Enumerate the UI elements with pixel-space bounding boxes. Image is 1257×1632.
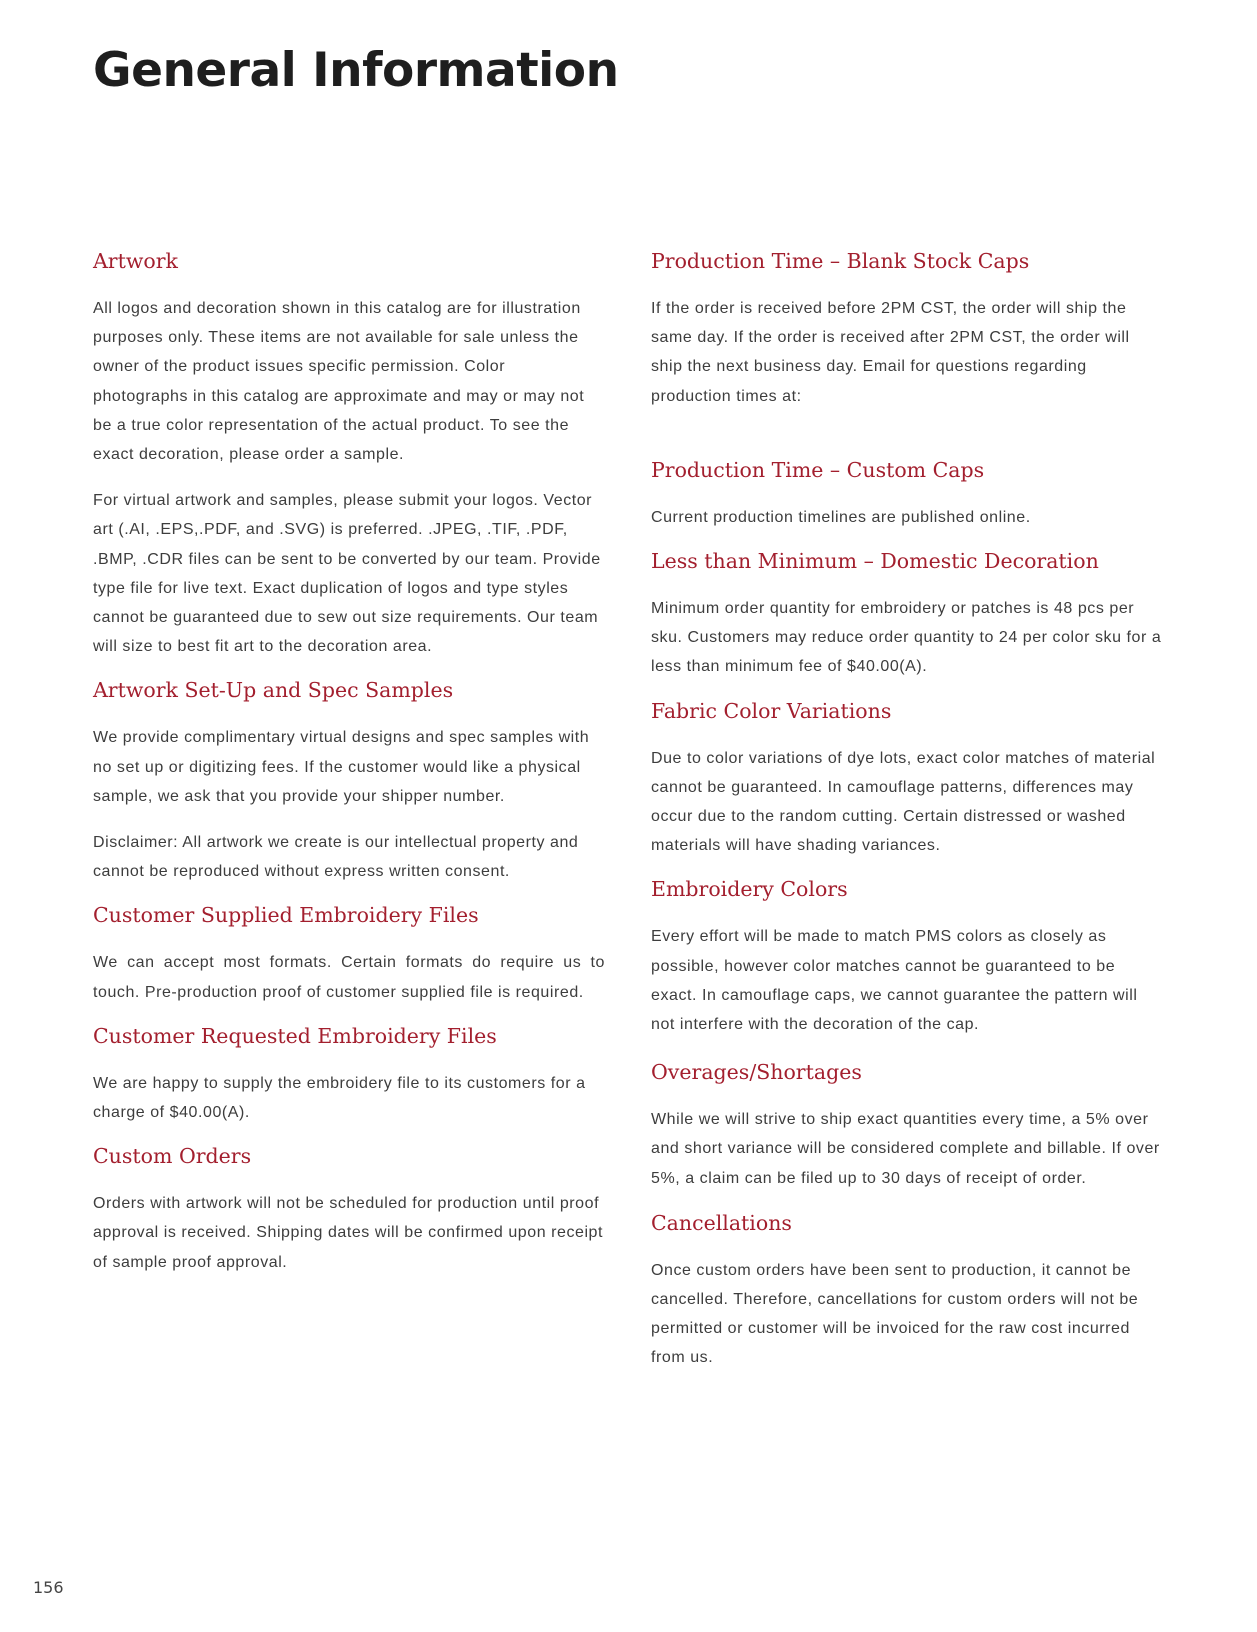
paragraph: Minimum order quantity for embroidery or patches is 48 pcs per sku. Customers may reduce order quantity to 24 per color sku for a less than minimum fee of $40.00(A).	[651, 600, 1162, 676]
section-heading: Less than Minimum – Domestic Decoration	[651, 549, 1099, 574]
page-number: 156	[33, 1578, 64, 1597]
section-heading: Customer Requested Embroidery Files	[93, 1023, 497, 1048]
paragraph: Orders with artwork will not be scheduled for production until proof approval is received. Shipping dates will be confirmed upon receipt of sample proof approval.	[93, 1195, 604, 1271]
paragraph: We are happy to supply the embroidery file to its customers for a charge of $40.00(A).	[93, 1074, 586, 1122]
section-embroidery-colors	[651, 874, 1163, 1039]
paragraph: If the order is received before 2PM CST, the order will ship the same day. If the order is received after 2PM CST, the order will ship the next business day. Email for questions regarding production times at:	[651, 300, 1130, 405]
section-customer-requested-files	[93, 1021, 605, 1127]
section-artwork-setup	[93, 675, 605, 886]
right-column	[651, 246, 1163, 1373]
paragraph: Current production timelines are published online.	[651, 508, 1031, 526]
section-custom-caps	[651, 455, 1163, 532]
section-heading: Overages/Shortages	[651, 1060, 862, 1085]
section-artwork	[93, 246, 605, 661]
section-heading: Production Time – Blank Stock Caps	[651, 249, 1030, 273]
section-blank-stock-caps	[651, 246, 1163, 411]
paragraph: All logos and decoration shown in this catalog are for illustration purposes only. These items are not available for sale unless the owner of the product issues specific permission. Color photographs in this catalog are approximate and may or may not be a true color representation of the actual product. To see the exact decoration, please order a sample.	[93, 300, 585, 464]
section-heading: Fabric Color Variations	[651, 698, 892, 723]
paragraph: Once custom orders have been sent to production, it cannot be cancelled. Therefore, cancellations for custom orders will not be permitted or customer will be invoiced for the raw cost incurred from us.	[651, 1261, 1139, 1367]
paragraph: Due to color variations of dye lots, exact color matches of material cannot be guaranteed. In camouflage patterns, differences may occur due to the random cutting. Certain distressed or washed materials will have shading variances.	[651, 749, 1156, 855]
section-custom-orders	[93, 1141, 605, 1277]
paragraph: For virtual artwork and samples, please submit your logos. Vector art (.AI, .EPS,.PDF, and .SVG) is preferred. .JPEG, .TIF, .PDF, .BMP, .CDR files can be sent to be converted by our team. Provide type file for live text. Exact duplication of logos and type styles cannot be guaranteed due to sew out size requirements. Our team will size to best fit art to the decoration area.	[93, 492, 601, 656]
paragraph: Every effort will be made to match PMS colors as closely as possible, however color matches cannot be guaranteed to be exact. In camouflage caps, we cannot guarantee the pattern will not interfere with the decoration of the cap.	[651, 928, 1138, 1034]
paragraph: While we will strive to ship exact quantities every time, a 5% over and short variance will be considered complete and billable. If over 5%, a claim can be filed up to 30 days of receipt of order.	[651, 1111, 1160, 1187]
section-heading: Production Time – Custom Caps	[651, 457, 985, 482]
left-column	[93, 246, 605, 1277]
paragraph: We can accept most formats. Certain formats do require us to touch. Pre-production proof of customer supplied file is required.	[93, 954, 605, 1001]
section-heading: Artwork	[93, 249, 178, 273]
section-heading: Custom Orders	[93, 1144, 252, 1169]
section-cancellations	[651, 1208, 1163, 1373]
section-heading: Customer Supplied Embroidery Files	[93, 903, 479, 928]
section-less-than-minimum	[651, 546, 1163, 682]
page-title: General Information	[93, 43, 619, 98]
section-heading: Embroidery Colors	[651, 877, 848, 902]
section-fabric-color-variations	[651, 696, 1163, 861]
paragraph: Disclaimer: All artwork we create is our intellectual property and cannot be reproduced without express written consent.	[93, 834, 579, 881]
section-heading: Cancellations	[651, 1210, 792, 1235]
section-customer-supplied-files	[93, 900, 605, 1006]
section-heading: Artwork Set-Up and Spec Samples	[93, 678, 454, 703]
section-overages-shortages	[651, 1057, 1163, 1193]
paragraph: We provide complimentary virtual designs and spec samples with no set up or digitizing fees. If the customer would like a physical sample, we ask that you provide your shipper number.	[93, 729, 590, 805]
